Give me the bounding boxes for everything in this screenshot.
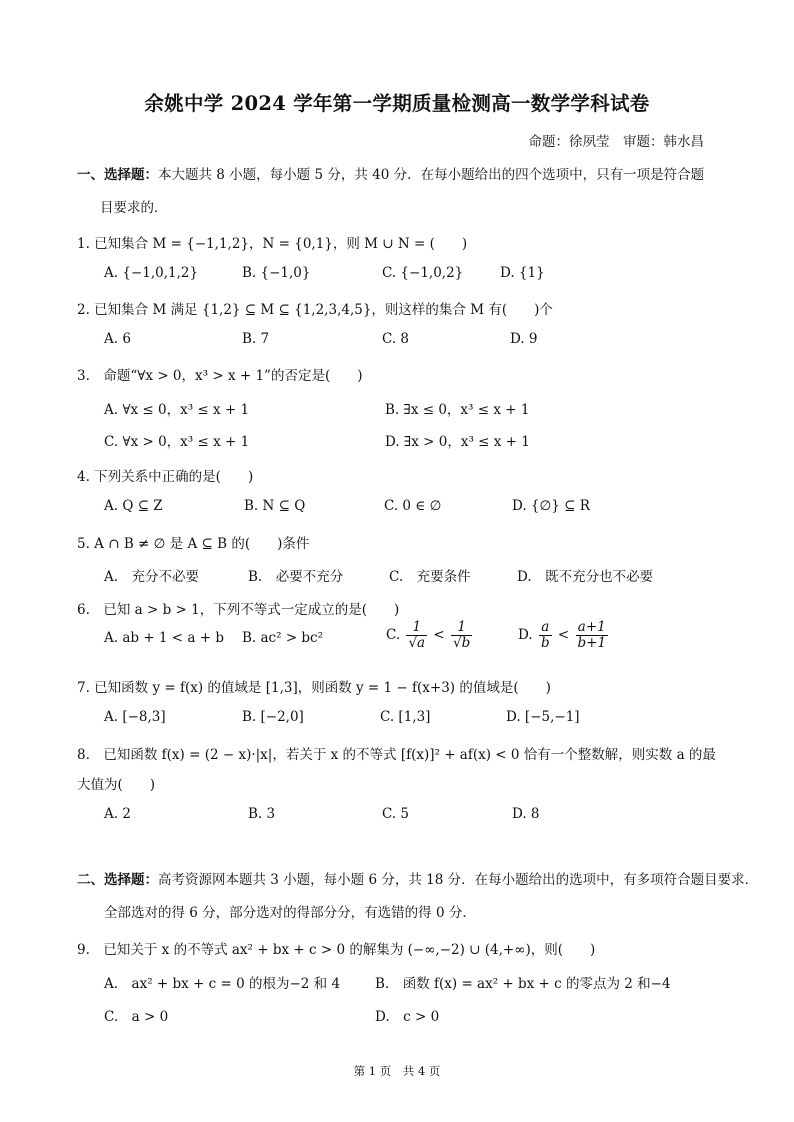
q1-option-c: C. {−1,0,2} [382, 265, 464, 281]
section-2-intro [77, 868, 758, 888]
exam-title: 余姚中学 2024 学年第一学期质量检测高一数学学科试卷 [144, 92, 650, 115]
section-1-heading: 一、选择题： [77, 167, 158, 183]
question-9-stem: 9. 已知关于 x 的不等式 ax² + bx + c > 0 的解集为 (−∞,−2) ∪ (4,+∞)，则( ) [77, 942, 596, 958]
q6-d-num-1: a [539, 620, 552, 636]
q6-option-d [518, 620, 610, 651]
question-3-stem: 3. 命题“∀x > 0，x³ > x + 1”的否定是( ) [77, 368, 363, 384]
q4-option-b: B. N ⊆ Q [244, 498, 306, 514]
section-1-intro [77, 163, 704, 183]
q9-option-d: D. c > 0 [375, 1009, 440, 1025]
q8-option-c: C. 5 [382, 806, 410, 822]
question-8-stem-cont: 大值为( ) [77, 777, 156, 793]
question-1-stem: 1. 已知集合 M = {−1,1,2}，N = {0,1}，则 M ∪ N = ( ) [77, 236, 468, 252]
question-7-stem: 7. 已知函数 y = f(x) 的值域是 [1,3]，则函数 y = 1 − f(x+3) 的值域是( ) [77, 680, 551, 696]
fraction-1-over-sqrt-b [451, 620, 472, 651]
q1-option-d: D. {1} [500, 265, 545, 281]
q9-option-a: A. ax² + bx + c = 0 的根为−2 和 4 [104, 976, 341, 992]
q2-option-b: B. 7 [242, 331, 270, 347]
q6-option-b: B. ac² > bc² [242, 630, 324, 646]
q6-c-num-2: 1 [451, 620, 472, 636]
less-than-sign: < [557, 627, 570, 643]
q5-option-d: D. 既不充分也不必要 [517, 569, 654, 585]
q6-d-den-1: b [540, 635, 550, 651]
q3-option-c: C. ∀x > 0，x³ ≤ x + 1 [104, 434, 250, 450]
q8-option-b: B. 3 [248, 806, 276, 822]
section-1-text-cont: 目要求的． [100, 200, 168, 216]
q6-option-a: A. ab + 1 < a + b [104, 630, 224, 646]
q1-option-a: A. {−1,0,1,2} [104, 265, 199, 281]
q6-d-num-2: a+1 [576, 620, 609, 636]
question-8-stem: 8. 已知函数 f(x) = (2 − x)·|x|，若关于 x 的不等式 [f(x)]² + af(x) < 0 恰有一个整数解，则实数 a 的最 [77, 747, 716, 763]
q7-option-c: C. [1,3] [380, 709, 431, 725]
q6-c-num-1: 1 [406, 620, 427, 636]
section-1-text: 本大题共 8 小题，每小题 5 分，共 40 分．在每小题给出的四个选项中，只有一项是符合题 [158, 167, 705, 183]
q3-option-b: B. ∃x ≤ 0，x³ ≤ x + 1 [385, 402, 530, 418]
exam-authors: 命题：徐夙莹 审题：韩水昌 [528, 134, 704, 150]
q2-option-c: C. 8 [382, 331, 410, 347]
q6-c-den-2: √b [453, 635, 471, 651]
q4-option-d: D. {∅} ⊆ R [512, 498, 590, 514]
q5-option-a: A. 充分不必要 [104, 569, 200, 585]
q6-c-den-1: √a [408, 635, 426, 651]
q5-option-c: C. 充要条件 [389, 569, 471, 585]
q6-option-c-label: C. [386, 627, 401, 643]
q4-option-a: A. Q ⊆ Z [104, 498, 163, 514]
q2-option-a: A. 6 [104, 331, 131, 347]
q4-option-c: C. 0 ∈ ∅ [384, 498, 442, 514]
less-than-sign: < [433, 627, 445, 643]
q3-option-a: A. ∀x ≤ 0，x³ ≤ x + 1 [104, 402, 250, 418]
question-2-stem: 2. 已知集合 M 满足 {1,2} ⊆ M ⊆ {1,2,3,4,5}，则这样的集合 M 有( )个 [77, 302, 553, 318]
fraction-a-over-b [539, 620, 552, 651]
q9-option-c: C. a > 0 [104, 1009, 169, 1025]
q8-option-d: D. 8 [512, 806, 540, 822]
section-2-heading: 二、选择题： [77, 872, 158, 888]
question-5-stem: 5. A ∩ B ≠ ∅ 是 A ⊆ B 的( )条件 [77, 536, 310, 552]
fraction-1-over-sqrt-a [406, 620, 427, 651]
q7-option-a: A. [−8,3] [104, 709, 166, 725]
q2-option-d: D. 9 [510, 331, 538, 347]
q3-option-d: D. ∃x > 0，x³ ≤ x + 1 [385, 434, 530, 450]
q6-option-c [386, 620, 474, 651]
q8-option-a: A. 2 [104, 806, 131, 822]
q1-option-b: B. {−1,0} [242, 265, 311, 281]
q6-d-den-2: b+1 [577, 635, 607, 651]
q7-option-d: D. [−5,−1] [506, 709, 580, 725]
section-2-text-cont: 全部选对的得 6 分，部分选对的得部分分，有选错的得 0 分． [104, 905, 476, 921]
fraction-a1-over-b1 [576, 620, 609, 651]
q5-option-b: B. 必要不充分 [248, 569, 344, 585]
page-footer: 第 1 页 共 4 页 [353, 1064, 441, 1078]
question-6-stem: 6. 已知 a > b > 1，下列不等式一定成立的是( ) [77, 602, 400, 618]
q7-option-b: B. [−2,0] [242, 709, 304, 725]
q6-option-d-label: D. [518, 627, 533, 643]
section-2-text: 高考资源网本题共 3 小题，每小题 6 分，共 18 分．在每小题给出的选项中，有多项符合题目要求． [158, 872, 759, 888]
q9-option-b: B. 函数 f(x) = ax² + bx + c 的零点为 2 和−4 [375, 976, 671, 992]
question-4-stem: 4. 下列关系中正确的是( ) [77, 469, 254, 485]
